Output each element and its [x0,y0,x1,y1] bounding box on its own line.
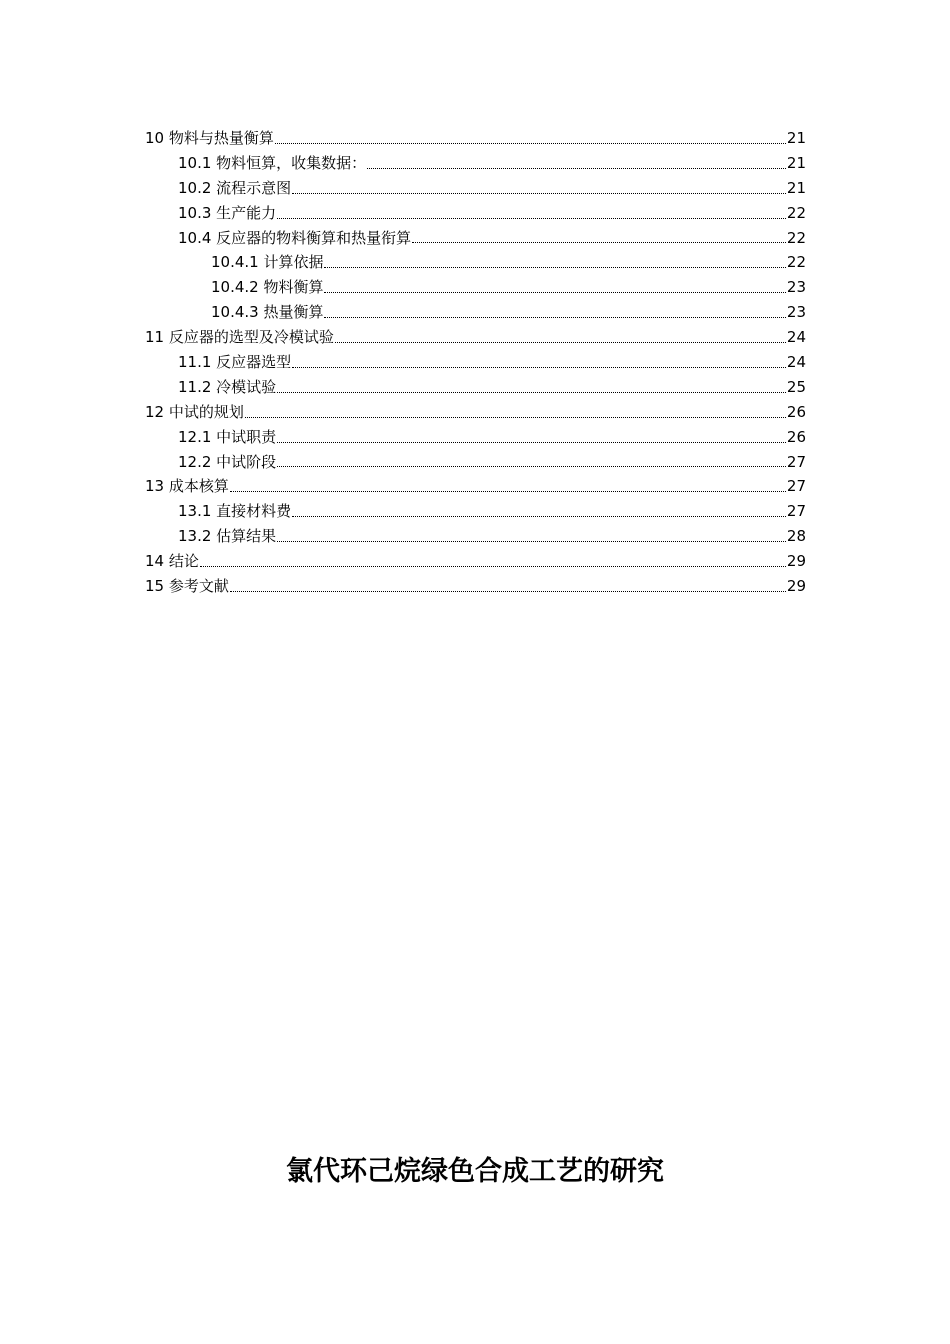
toc-entry-label: 13 成本核算 [145,477,229,496]
toc-entry[interactable] [145,350,806,375]
toc-dot-leader [245,417,786,418]
toc-entry-page-number: 22 [786,203,806,222]
toc-dot-leader [277,541,786,542]
toc-dot-leader [230,591,786,592]
toc-entry-label: 11 反应器的选型及冷模试验 [145,328,334,347]
table-of-contents [145,126,806,599]
toc-entry[interactable] [145,201,806,226]
toc-entry-page-number: 24 [786,353,806,371]
toc-entry-page-number: 29 [786,577,806,596]
toc-entry-label: 11.1 反应器选型 [178,353,292,371]
toc-dot-leader [324,317,785,318]
toc-dot-leader [277,218,786,219]
toc-entry[interactable] [145,151,806,176]
toc-entry-label: 12.2 中试阶段 [178,452,277,471]
toc-entry-label: 10.4.1 计算依据 [211,253,324,272]
toc-dot-leader [292,516,786,517]
toc-entry-page-number: 27 [786,502,806,521]
toc-dot-leader [292,367,786,368]
toc-entry[interactable] [145,474,806,499]
toc-entry-page-number: 23 [786,278,806,297]
toc-entry[interactable] [145,226,806,251]
toc-entry-label: 11.2 冷模试验 [178,377,277,396]
toc-entry-label: 13.1 直接材料费 [178,502,292,521]
toc-entry[interactable] [145,126,806,151]
toc-dot-leader [324,267,785,268]
toc-entry-page-number: 26 [786,402,806,421]
toc-entry-label: 14 结论 [145,552,199,571]
toc-entry-label: 10.4.3 热量衡算 [211,303,324,322]
toc-entry-label: 10.4.2 物料衡算 [211,278,324,297]
toc-entry-label: 10.3 生产能力 [178,203,277,222]
toc-entry[interactable] [145,275,806,300]
toc-dot-leader [367,168,786,169]
toc-entry-page-number: 23 [786,303,806,322]
toc-entry[interactable] [145,325,806,350]
toc-dot-leader [200,566,786,567]
toc-entry-label: 15 参考文献 [145,577,229,596]
document-title: 氯代环己烷绿色合成工艺的研究 [286,1156,664,1187]
toc-entry-label: 10.2 流程示意图 [178,178,292,197]
toc-entry-label: 10 物料与热量衡算 [145,128,274,147]
toc-entry-page-number: 21 [786,178,806,197]
toc-entry-label: 13.2 估算结果 [178,527,277,546]
toc-entry-page-number: 21 [786,128,806,147]
toc-entry-page-number: 28 [786,527,806,546]
toc-entry[interactable] [145,524,806,549]
toc-entry-page-number: 27 [786,477,806,496]
toc-entry[interactable] [145,549,806,574]
toc-entry-label: 10.1 物料恒算，收集数据： [178,153,367,172]
toc-entry[interactable] [145,176,806,201]
toc-dot-leader [277,392,786,393]
toc-dot-leader [277,466,786,467]
toc-dot-leader [335,342,786,343]
toc-entry[interactable] [145,499,806,524]
toc-dot-leader [275,143,786,144]
toc-entry[interactable] [145,375,806,400]
toc-entry[interactable] [145,425,806,450]
toc-entry[interactable] [145,450,806,475]
toc-dot-leader [230,491,786,492]
toc-entry-page-number: 26 [786,427,806,446]
toc-entry[interactable] [145,250,806,275]
toc-entry-page-number: 24 [786,328,806,347]
toc-dot-leader [412,242,786,243]
toc-entry[interactable] [145,574,806,599]
toc-entry-page-number: 22 [786,228,806,247]
toc-entry-page-number: 27 [786,452,806,471]
toc-entry-page-number: 22 [786,253,806,272]
toc-entry[interactable] [145,400,806,425]
toc-dot-leader [292,193,786,194]
toc-entry-page-number: 21 [786,153,806,172]
toc-entry-page-number: 25 [786,377,806,396]
toc-entry-label: 12 中试的规划 [145,402,244,421]
toc-dot-leader [277,442,786,443]
toc-entry-page-number: 29 [786,552,806,571]
toc-entry-label: 12.1 中试职责 [178,427,277,446]
toc-dot-leader [324,292,785,293]
toc-entry[interactable] [145,300,806,325]
toc-entry-label: 10.4 反应器的物料衡算和热量衔算 [178,228,412,247]
